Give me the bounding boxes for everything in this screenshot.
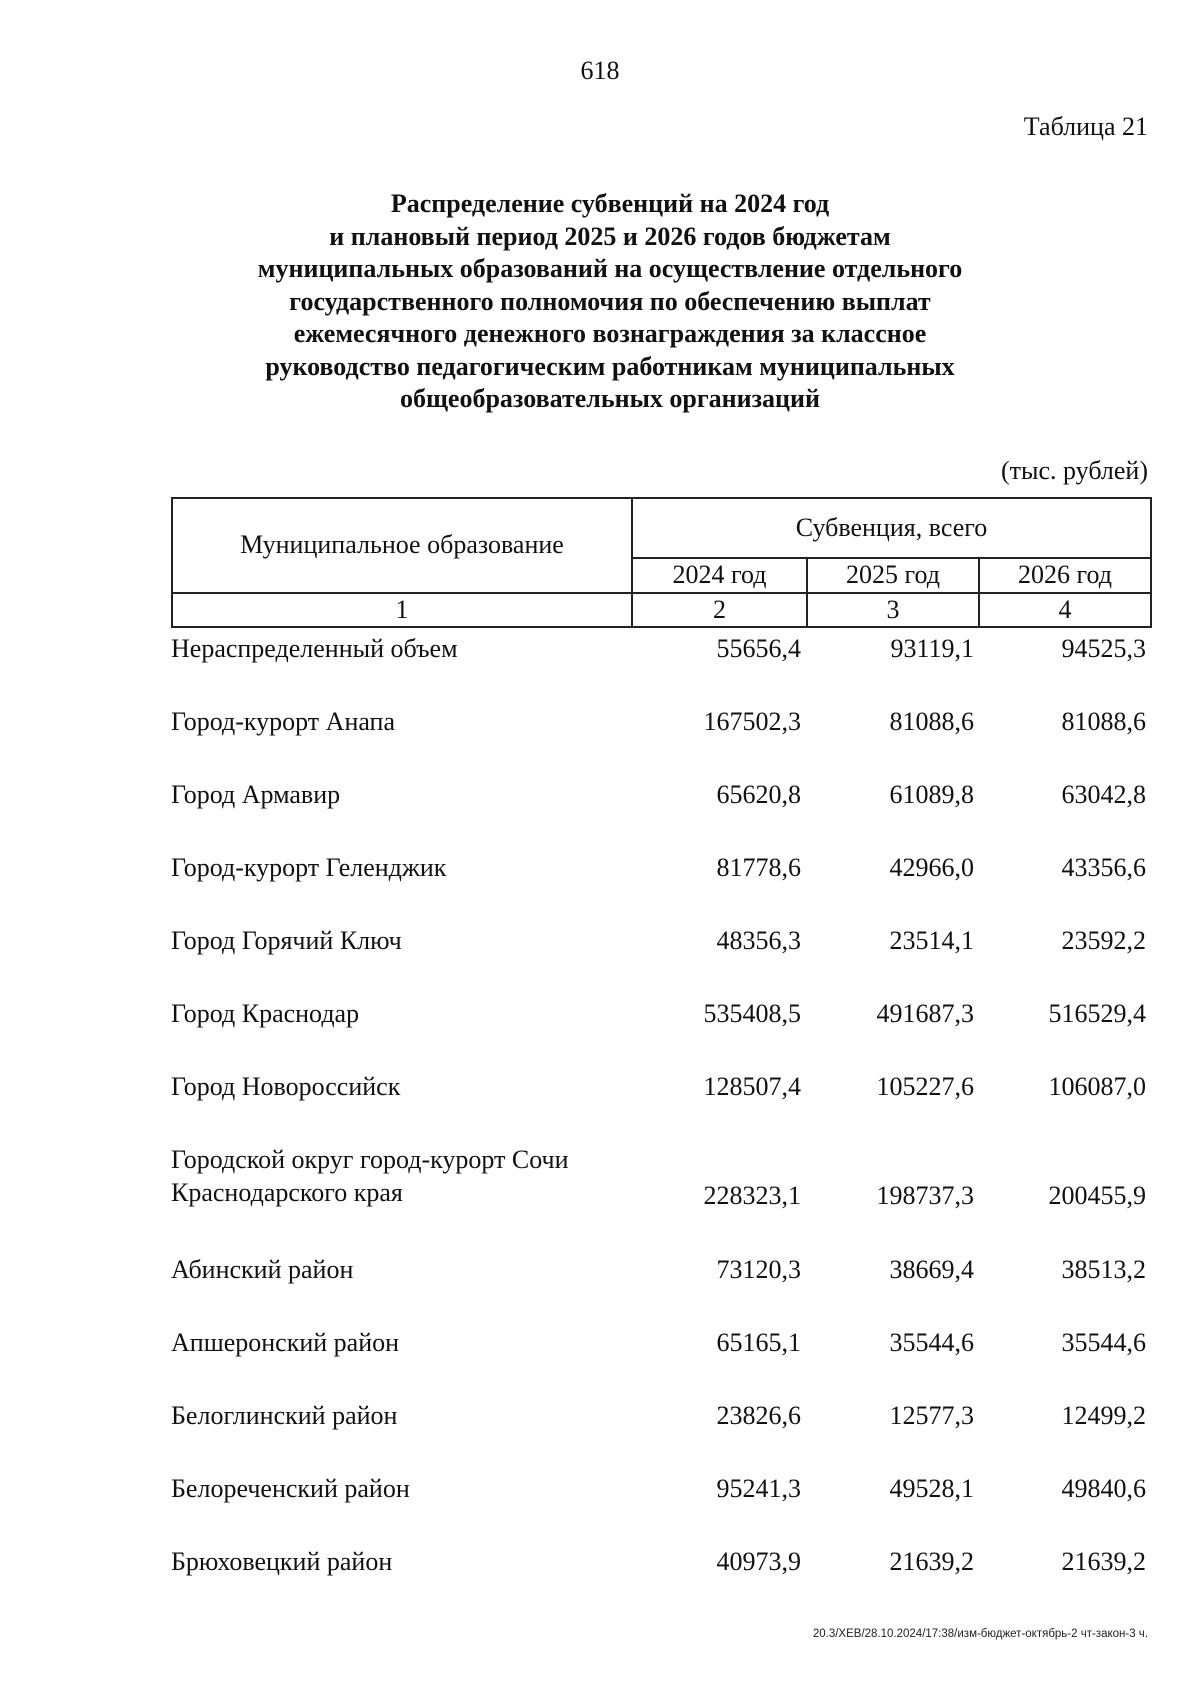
value-2025: 93119,1 (890, 634, 974, 663)
value-2024: 40973,9 (716, 1547, 801, 1576)
value-2026: 94525,3 (1061, 634, 1146, 663)
value-2026: 63042,8 (1061, 780, 1146, 809)
footer-note: 20.3/ХЕВ/28.10.2024/17:38/изм-бюджет-октябрь-2 чт-закон-3 ч. (812, 1628, 1148, 1640)
value-2026: 35544,6 (1061, 1328, 1146, 1357)
page-number: 618 (580, 56, 620, 85)
table-header (171, 497, 1152, 628)
value-2025: 105227,6 (876, 1072, 974, 1101)
value-2024: 128507,4 (703, 1072, 801, 1101)
table-label: Таблица 21 (1023, 112, 1148, 141)
municipality-name (171, 924, 631, 957)
title-line: ежемесячного денежного вознаграждения за классное (293, 319, 927, 348)
table-row (171, 1399, 1150, 1472)
value-2025: 38669,4 (889, 1255, 974, 1284)
header-year-2026: 2026 год (979, 558, 1151, 593)
header-col-number: 4 (979, 593, 1151, 627)
municipality-name-line: Город-курорт Геленджик (171, 853, 447, 882)
table-row (171, 632, 1150, 705)
municipality-name (171, 851, 631, 884)
table-row (171, 705, 1150, 778)
units-label: (тыс. рублей) (1000, 456, 1148, 485)
municipality-name (171, 778, 631, 811)
table-row (171, 1326, 1150, 1399)
municipality-name (171, 632, 631, 665)
municipality-name (171, 1326, 631, 1359)
value-2025: 81088,6 (889, 707, 974, 736)
table-body (171, 632, 1150, 1618)
value-2026: 106087,0 (1048, 1072, 1146, 1101)
municipality-name-line: Краснодарского края (171, 1178, 403, 1207)
value-2024: 23826,6 (716, 1401, 801, 1430)
table-row (171, 851, 1150, 924)
value-2024: 55656,4 (716, 634, 801, 663)
value-2025: 61089,8 (889, 780, 974, 809)
value-2026: 12499,2 (1061, 1401, 1146, 1430)
table-row (171, 997, 1150, 1070)
municipality-name-line: Город Краснодар (171, 999, 360, 1028)
header-subvention-total: Субвенция, всего (632, 498, 1151, 558)
municipality-name-line: Город-курорт Анапа (171, 707, 396, 736)
value-2025: 23514,1 (889, 926, 974, 955)
table-row (171, 778, 1150, 851)
municipality-name-line: Город Армавир (171, 780, 341, 809)
value-2025: 49528,1 (889, 1474, 974, 1503)
value-2026: 49840,6 (1061, 1474, 1146, 1503)
title-line: и плановый период 2025 и 2026 годов бюджетам (329, 221, 891, 251)
municipality-name-line: Брюховецкий район (171, 1547, 393, 1576)
table-row (171, 1070, 1150, 1143)
municipality-name-line: Белореченский район (171, 1474, 410, 1503)
value-2026: 21639,2 (1061, 1547, 1146, 1576)
value-2026: 200455,9 (1048, 1181, 1146, 1210)
header-year-2025: 2025 год (807, 558, 979, 593)
title-line: муниципальных образований на осуществление отдельного (257, 254, 963, 283)
title-line: руководство педагогическим работникам муниципальных (265, 351, 955, 381)
municipality-name-line: Белоглинский район (171, 1401, 398, 1430)
table-row (171, 1143, 1150, 1253)
municipality-name-line: Абинский район (171, 1255, 354, 1284)
value-2024: 73120,3 (716, 1255, 801, 1284)
header-year-2024: 2024 год (632, 558, 807, 593)
header-col-number: 1 (172, 593, 632, 627)
municipality-name-line: Город Новороссийск (171, 1072, 401, 1101)
municipality-name (171, 1399, 631, 1432)
value-2024: 95241,3 (716, 1474, 801, 1503)
municipality-name (171, 1070, 631, 1103)
title-line: общеобразовательных организаций (399, 384, 820, 413)
value-2025: 198737,3 (876, 1181, 974, 1210)
header-col-number: 2 (632, 593, 807, 627)
value-2024: 65165,1 (716, 1328, 801, 1357)
document-title (180, 188, 1040, 416)
table-row (171, 1253, 1150, 1326)
value-2024: 48356,3 (716, 926, 801, 955)
value-2026: 81088,6 (1061, 707, 1146, 736)
value-2025: 42966,0 (889, 853, 974, 882)
table-row (171, 924, 1150, 997)
title-line: Распределение субвенций на 2024 год (390, 189, 830, 218)
municipality-name (171, 997, 631, 1030)
value-2026: 43356,6 (1061, 853, 1146, 882)
value-2024: 65620,8 (716, 780, 801, 809)
value-2025: 21639,2 (889, 1547, 974, 1576)
municipality-name (171, 1253, 631, 1286)
value-2026: 516529,4 (1048, 999, 1146, 1028)
value-2024: 81778,6 (716, 853, 801, 882)
municipality-name-line: Городской округ город-курорт Сочи (171, 1145, 569, 1174)
municipality-name (171, 1143, 631, 1209)
table-row (171, 1545, 1150, 1618)
value-2024: 167502,3 (703, 707, 801, 736)
municipality-name-line: Нераспределенный объем (171, 634, 458, 663)
title-line: государственного полномочия по обеспечению выплат (289, 286, 931, 316)
value-2024: 535408,5 (703, 999, 801, 1028)
value-2025: 491687,3 (876, 999, 974, 1028)
municipality-name-line: Апшеронский район (171, 1328, 400, 1357)
municipality-name (171, 705, 631, 738)
header-col-number: 3 (807, 593, 979, 627)
municipality-name (171, 1472, 631, 1505)
value-2025: 35544,6 (889, 1328, 974, 1357)
table-row (171, 1472, 1150, 1545)
municipality-name (171, 1545, 631, 1578)
value-2026: 38513,2 (1061, 1255, 1146, 1284)
value-2025: 12577,3 (889, 1401, 974, 1430)
municipality-name-line: Город Горячий Ключ (171, 926, 402, 955)
value-2026: 23592,2 (1061, 926, 1146, 955)
header-municipality: Муниципальное образование (172, 498, 632, 593)
value-2024: 228323,1 (703, 1181, 801, 1210)
